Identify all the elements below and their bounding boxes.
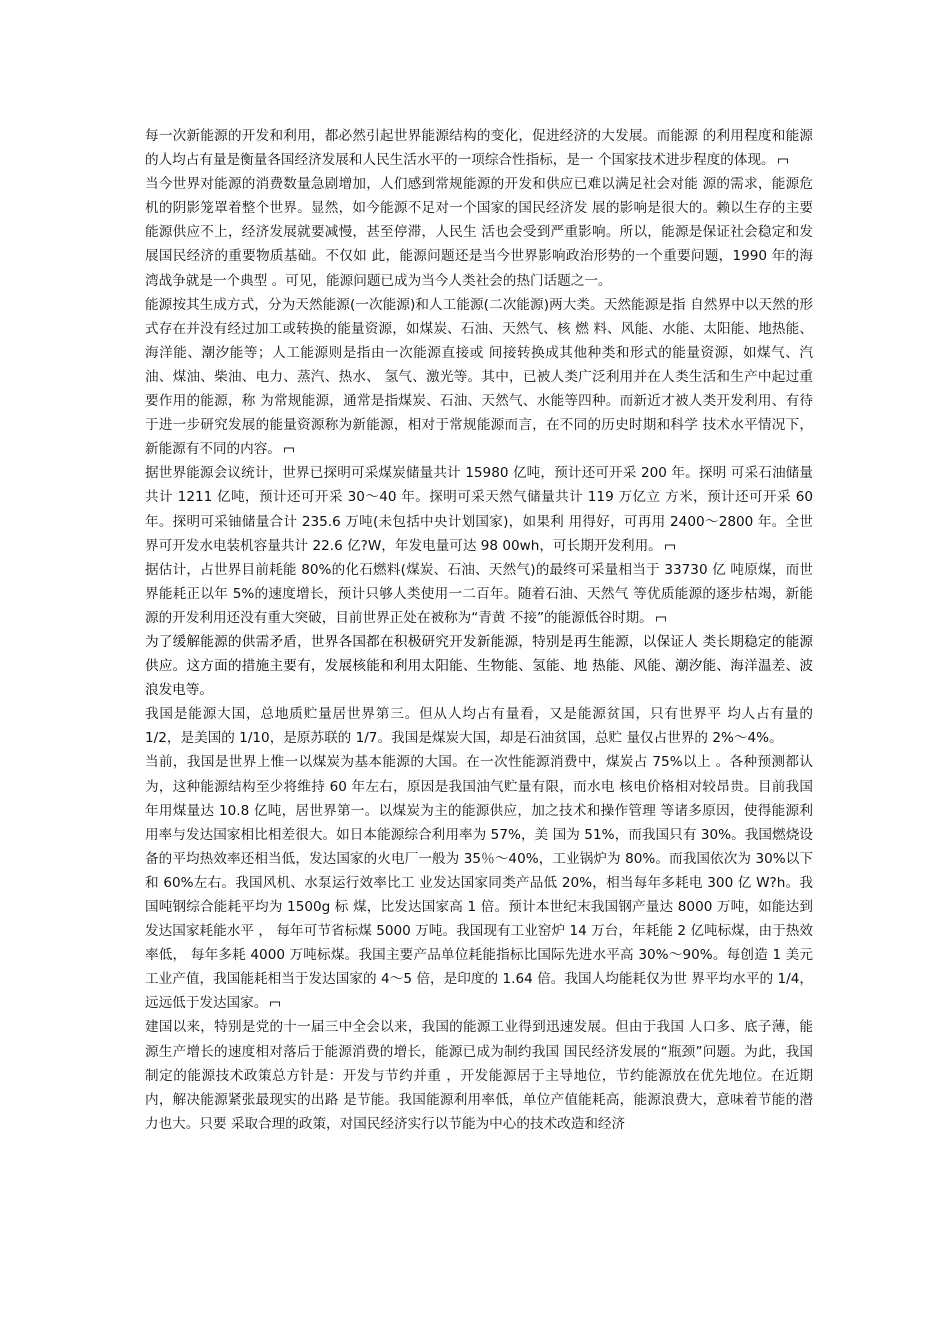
paragraph bbox=[145, 630, 813, 702]
paragraph-text: 当前，我国是世界上惟一以煤炭为基本能源的大国。在一次性能源消费中，煤炭占 75%以上 。各种预测都认为，这种能源结构至少将维持 60 年左右，原因是我国油气贮量有限，而水电 核电价格相对较昂贵。目前我国年用煤量达 10.8 亿吨，居世界第一。以煤炭为主的能源供应，加之技术和操作管理 等诸多原因，使得能源利用率与发达国家相比相差很大。如日本能源综合利用率为 57%，美 国为 51%，而我国只有 30%。我国燃烧设备的平均热效率还相当低，发达国家的火电厂一般为 35％～40%，工业锅炉为 80%。而我国依次为 30%以下和 60%左右。我国风机、水泵运行效率比工 业发达国家同类产品低 20%，相当每年多耗电 300 亿 W?h。我国吨钢综合能耗平均为 1500g 标 煤，比发达国家高 1 倍。预计本世纪末我国钢产量达 8000 万吨，如能达到发达国家耗能水平 ， 每年可节省标煤 5000 万吨。我国现有工业窑炉 14 万台，年耗能 2 亿吨标煤，由于热效率低， 每年多耗 4000 万吨标煤。我国主要产品单位耗能指标比国际先进水平高 30%～90%。每创造 1 美元工业产值，我国能耗相当于发达国家的 4～5 倍，是印度的 1.64 倍。我国人均能耗仅为世 界平均水平的 1/4，远远低于发达国家。 bbox=[145, 754, 813, 1012]
paragraph bbox=[145, 461, 813, 557]
return-mark-icon bbox=[665, 544, 675, 550]
document-body bbox=[145, 124, 813, 1136]
paragraph-text: 为了缓解能源的供需矛盾，世界各国都在积极研究开发新能源，特别是再生能源，以保证人 类长期稳定的能源供应。这方面的措施主要有，发展核能和利用太阳能、生物能、氢能、地 热能、风能、潮汐能、海洋温差、波浪发电等。 bbox=[145, 633, 813, 699]
paragraph-text: 建国以来，特别是党的十一届三中全会以来，我国的能源工业得到迅速发展。但由于我国 人口多、底子薄，能源生产增长的速度相对落后于能源消费的增长，能源已成为制约我国 国民经济发展的“瓶颈”问题。为此，我国制定的能源技术政策总方针是：开发与节约并重 ，开发能源居于主导地位，节约能源放在优先地位。在近期内，解决能源紧张最现实的出路 是节能。我国能源利用率低，单位产值能耗高，能源浪费大，意味着节能的潜力也大。只要 采取合理的政策，对国民经济实行以节能为中心的技术改造和经济 bbox=[145, 1019, 813, 1132]
paragraph bbox=[145, 1015, 813, 1135]
paragraph bbox=[145, 172, 813, 292]
paragraph-text: 当今世界对能源的消费数量急剧增加，人们感到常规能源的开发和供应已难以满足社会对能 源的需求，能源危机的阴影笼罩着整个世界。显然，如今能源不足对一个国家的国民经济发 展的影响是很大的。赖以生存的主要能源供应不上，经济发展就要减慢，甚至停滞，人民生 活也会受到严重影响。所以，能源是保证社会稳定和发展国民经济的重要物质基础。不仅如 此，能源问题还是当今世界影响政治形势的一个重要问题，1990 年的海湾战争就是一个典型 。可见，能源问题已成为当今人类社会的热门话题之一。 bbox=[145, 176, 813, 289]
paragraph-text: 我国是能源大国，总地质贮量居世界第三。但从人均占有量看，又是能源贫国，只有世界平 均人占有量的 1/2，是美国的 1/10，是原苏联的 1/7。我国是煤炭大国，却是石油贫国，总贮 量仅占世界的 2%～4%。 bbox=[145, 706, 813, 747]
paragraph-text: 每一次新能源的开发和利用，都必然引起世界能源结构的变化，促进经济的大发展。而能源 的利用程度和能源的人均占有量是衡量各国经济发展和人民生活水平的一项综合性指标，是一 个国家技术进步程度的体现。 bbox=[145, 128, 813, 169]
paragraph-text: 据世界能源会议统计，世界已探明可采煤炭储量共计 15980 亿吨，预计还可开采 200 年。探明 可采石油储量共计 1211 亿吨，预计还可开采 30～40 年。探明可采天然气储量共计 119 万亿立 方米，预计还可开采 60 年。探明可采铀储量合计 235.6 万吨(未包括中央计划国家)，如果利 用得好，可再用 2400～2800 年。全世界可开发水电装机容量共计 22.6 亿?W，年发电量可达 98 00wh，可长期开发利用。 bbox=[145, 465, 813, 554]
paragraph bbox=[145, 750, 813, 1015]
return-mark-icon bbox=[656, 616, 666, 622]
paragraph-text: 能源按其生成方式，分为天然能源(一次能源)和人工能源(二次能源)两大类。天然能源是指 自然界中以天然的形式存在并没有经过加工或转换的能量资源，如煤炭、石油、天然气、核 燃 料、风能、水能、太阳能、地热能、海洋能、潮汐能等；人工能源则是指由一次能源直接或 间接转换成其他种类和形式的能量资源，如煤气、汽油、煤油、柴油、电力、蒸汽、热水、 氢气、激光等。其中，已被人类广泛利用并在人类生活和生产中起过重要作用的能源，称 为常规能源，通常是指煤炭、石油、天然气、水能等四种。而新近才被人类开发利用、有待 于进一步研究发展的能量资源称为新能源，相对于常规能源而言，在不同的历史时期和科学 技术水平情况下，新能源有不同的内容。 bbox=[145, 296, 813, 458]
paragraph-text: 据估计，占世界目前耗能 80%的化石燃料(煤炭、石油、天然气)的最终可采量相当于 33730 亿 吨原煤，而世界能耗正以年 5%的速度增长，预计只够人类使用一二百年。随着石油、天然气 等优质能源的逐步枯竭，新能源的开发利用还没有重大突破，目前世界正处在被称为“青黄 不接”的能源低谷时期。 bbox=[145, 561, 813, 626]
paragraph bbox=[145, 124, 813, 172]
paragraph bbox=[145, 702, 813, 750]
return-mark-icon bbox=[284, 447, 294, 453]
paragraph bbox=[145, 293, 813, 462]
paragraph bbox=[145, 558, 813, 630]
return-mark-icon bbox=[270, 1001, 280, 1007]
return-mark-icon bbox=[778, 158, 788, 164]
